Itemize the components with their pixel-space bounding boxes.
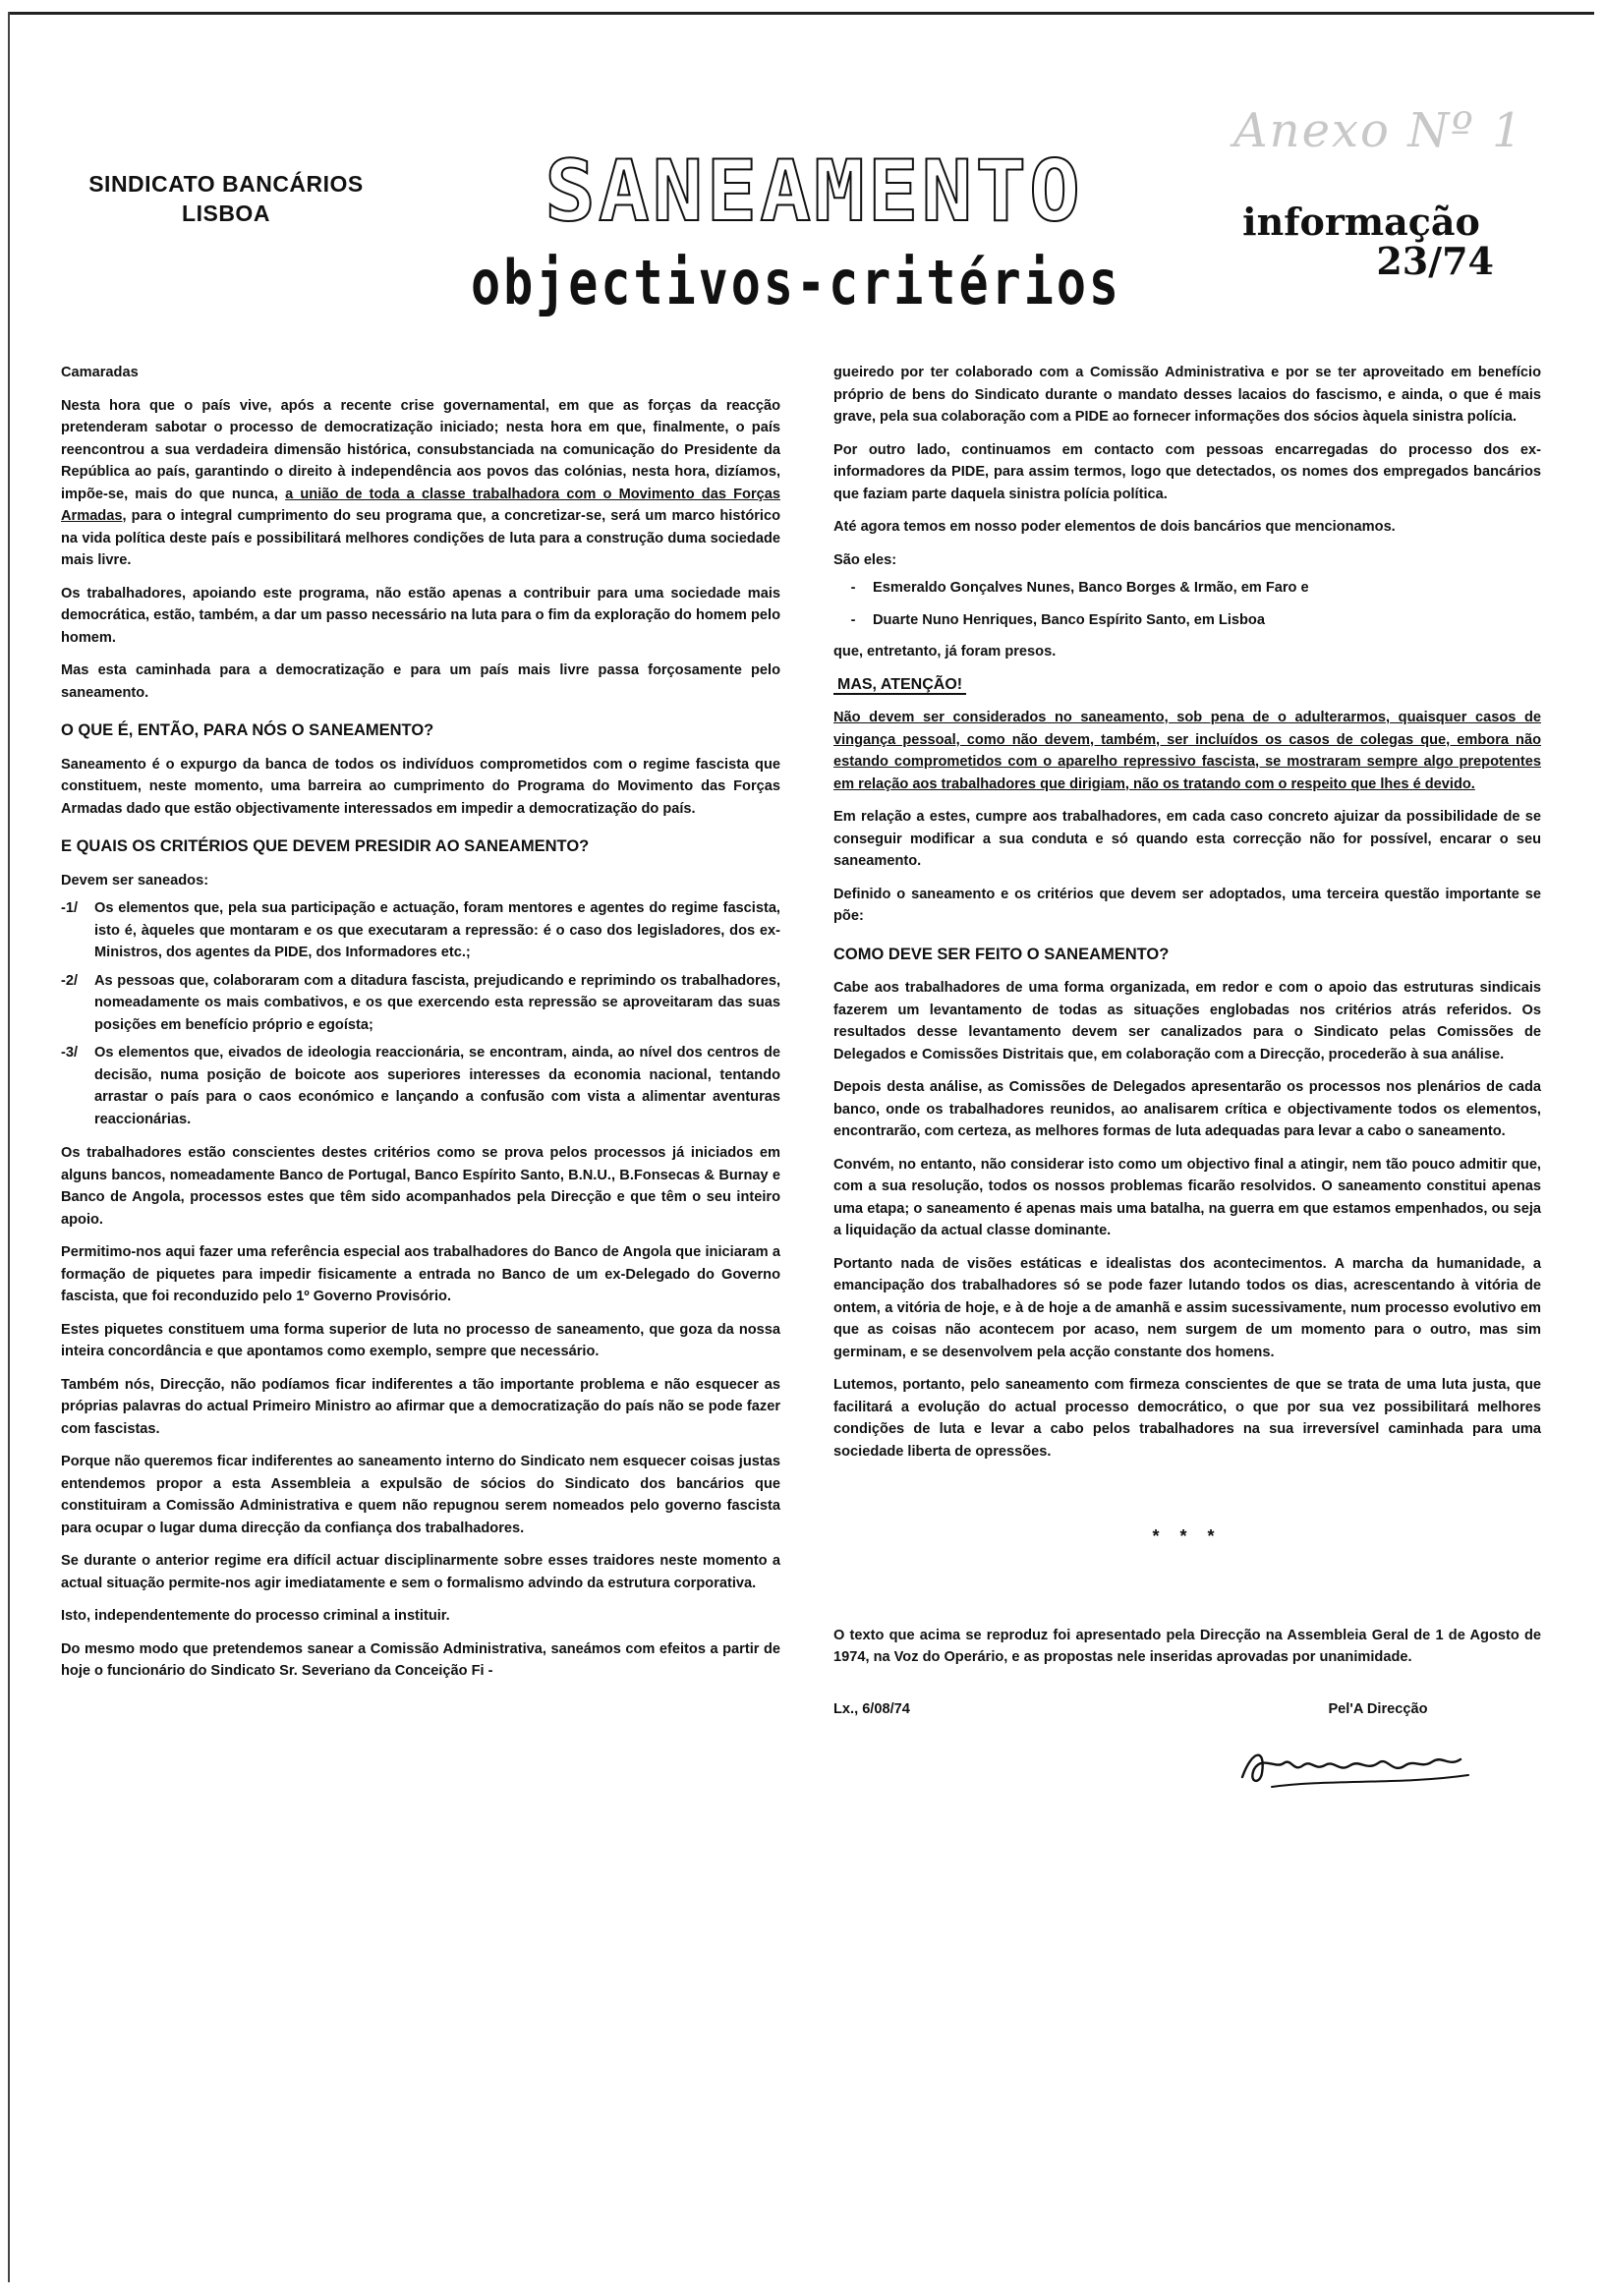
paragraph: Os trabalhadores estão conscientes destes critérios como se prova pelos processos já iniciados em alguns bancos, nomeadamente Banco de Portugal, Banco Espírito Santo, B.N.U., B.Fonsecas & Burnay e Banco de Angola, processos estes que têm sido acompanhados pela Direcção e que têm o seu inteiro apoio. — [61, 1145, 780, 1228]
paragraph — [61, 395, 780, 572]
paragraph: que, entretanto, já foram presos. — [833, 644, 1057, 660]
list-item — [61, 970, 780, 1037]
list-label: São eles: — [833, 551, 897, 568]
handwritten-signature — [1232, 1730, 1488, 1799]
paragraph: Também nós, Direcção, não podíamos ficar indiferentes a tão importante problema e não esquecer as próprias palavras do actual Primeiro Ministro ao afirmar que a democratização do país não se pode fazer com fascistas. — [61, 1376, 780, 1437]
signature-block — [833, 1683, 1541, 1761]
section-separator: * * * — [1152, 1526, 1223, 1546]
underlined-text: a união de toda a classe trabalhadora com o Movimento das Forças Armadas — [61, 486, 780, 524]
page-border-left — [8, 12, 10, 2282]
paragraph: Se durante o anterior regime era difícil actuar disciplinarmente sobre esses traidores neste momento a actual situação permite-nos agir imediatamente e sem o formalismo advindo da estrutura corporativa. — [61, 1553, 780, 1591]
section-heading: E QUAIS OS CRITÉRIOS QUE DEVEM PRESIDIR AO SANEAMENTO? — [61, 837, 590, 855]
list-number: -1/ — [61, 900, 79, 916]
list-dash: - — [850, 611, 856, 628]
list-dash: - — [850, 580, 856, 596]
section-heading: COMO DEVE SER FEITO O SANEAMENTO? — [833, 945, 1170, 963]
document-subtitle: objectivos-critérios — [470, 247, 1122, 318]
list-text: As pessoas que, colaboraram com a ditadura fascista, prejudicando e reprimindo os trabalhadores, nomeadamente os mais combativos, e os que exercendo esta repressão se aproveitaram das suas posições em benefício próprio e egoísta; — [94, 972, 780, 1033]
paragraph: Por outro lado, continuamos em contacto com pessoas encarregadas do processo dos ex-informadores da PIDE, para assim termos, logo que detectados, os nomes dos empregados bancários que faziam parte daquela sinistra polícia política. — [833, 441, 1541, 502]
criteria-list — [61, 897, 780, 1130]
paragraph: Saneamento é o expurgo da banca de todos os indivíduos comprometidos com o regime fascista que constituem, neste momento, uma barreira ao cumprimento do Programa do Movimento das Forças Armadas dado que estão objectivamente interessados em impedir a democratização do país. — [61, 756, 780, 817]
list-text: Os elementos que, eivados de ideologia reaccionária, se encontram, ainda, ao nível dos centros de decisão, numa posição de boicote aos superiores interesses da economia nacional, tentando arrastar o país para o caos económico e lançando a confusão com vista a alimentar aventuras reaccionárias. — [94, 1045, 780, 1127]
union-name-line2: LISBOA — [182, 201, 270, 226]
paragraph: Até agora temos em nosso poder elementos de dois bancários que mencionamos. — [833, 519, 1396, 535]
section-heading: O QUE É, ENTÃO, PARA NÓS O SANEAMENTO? — [61, 721, 434, 739]
paragraph: Os trabalhadores, apoiando este programa, não estão apenas a contribuir para uma sociedade mais democrática, estão, também, a dar um passo necessário na luta para o fim da exploração do homem pelo homem. — [61, 585, 780, 646]
paragraph-text: Nesta hora que o país vive, após a recente crise governamental, em que as forças da reacção pretenderam sabotar o processo de democratização iniciado; nesta hora em que, finalmente, o país reencontrou a sua verdadeira dimensão histórica, consubstanciada na comunicação do Presidente da República ao país, garantindo o direito à independência aos povos das colónias, nesta hora, dizíamos, impõe-se, mais do que nunca, — [61, 397, 780, 502]
warning-heading — [833, 674, 1541, 697]
left-column — [61, 362, 780, 1693]
paragraph: Isto, independentemente do processo criminal a instituir. — [61, 1608, 450, 1624]
paragraph: Depois desta análise, as Comissões de Delegados apresentarão os processos nos plenários de cada banco, onde os trabalhadores reunidos, ao analisarem crítica e objectivamente todos os elementos, encontrarão, com certeza, as melhores formas de luta adequadas para levar a cabo o saneamento. — [833, 1079, 1541, 1139]
paragraph: Definido o saneamento e os critérios que devem ser adoptados, uma terceira questão importante se põe: — [833, 886, 1541, 924]
signed-by: Pel'A Direcção — [1328, 1700, 1428, 1717]
list-item — [833, 577, 1541, 600]
document-title: SANEAMENTO — [544, 143, 1083, 241]
list-text: Esmeraldo Gonçalves Nunes, Banco Borges & Irmão, em Faro e — [873, 580, 1309, 596]
annex-stamp: Anexo Nº 1 — [1233, 103, 1524, 158]
paragraph: Mas esta caminhada para a democratização e para um país mais livre passa forçosamente pelo saneamento. — [61, 662, 780, 701]
paragraph: Cabe aos trabalhadores de uma forma organizada, em redor e com o apoio das estruturas sindicais fazerem um levantamento de todas as situações englobadas nos critérios atrás referidos. Os resultados desse levantamento devem ser canalizados para o Sindicato pelas Comissões de Delegados e Comissões Distritais que, em colaboração com a Direcção, procederão à sua análise. — [833, 980, 1541, 1062]
paragraph: Lutemos, portanto, pelo saneamento com firmeza conscientes de que se trata de uma luta justa, que facilitará a evolução do actual processo democrático, o que por sua vez possibilitará melhores condições de luta e levar a cabo pelos trabalhadores na sua irreversível caminhada para uma sociedade liberta de opressões. — [833, 1377, 1541, 1460]
list-item — [833, 609, 1541, 632]
list-text: Os elementos que, pela sua participação e actuação, foram mentores e agentes do regime fascista, isto é, àqueles que montaram e os que executaram a repressão: é o caso dos legisladores, dos ex-Ministros, dos agentes da PIDE, dos Informadores etc.; — [94, 900, 780, 960]
document-date: Lx., 6/08/74 — [833, 1700, 910, 1717]
list-label: Devem ser saneados: — [61, 872, 209, 889]
paragraph: Estes piquetes constituem uma forma superior de luta no processo de saneamento, que goza da nossa inteira concordância e que apontamos como exemplo, sempre que necessário. — [61, 1321, 780, 1359]
info-number: 23/74 — [1376, 239, 1494, 283]
paragraph: Permitimo-nos aqui fazer uma referência especial aos trabalhadores do Banco de Angola que iniciaram a formação de piquetes para impedir fisicamente a entrada no Banco de um ex-Delegado do Governo fascista, que foi reconduzido pelo 1º Governo Provisório. — [61, 1244, 780, 1304]
list-item — [61, 1042, 780, 1130]
right-column — [833, 362, 1541, 1761]
list-number: -3/ — [61, 1045, 79, 1061]
union-name-line1: SINDICATO BANCÁRIOS — [88, 171, 364, 197]
paragraph-text: , para o integral cumprimento do seu programa que, a concretizar-se, será um marco histórico na vida política deste país e possibilitará melhores condições de luta para a construção duma sociedade mais livre. — [61, 508, 780, 568]
paragraph: Do mesmo modo que pretendemos sanear a Comissão Administrativa, saneámos com efeitos a partir de hoje o funcionário do Sindicato Sr. Severiano da Conceição Fi - — [61, 1640, 780, 1679]
warning-heading-text: MAS, ATENÇÃO! — [833, 676, 966, 695]
paragraph: Porque não queremos ficar indiferentes ao saneamento interno do Sindicato nem esquecer coisas justas entendemos propor a esta Assembleia a expulsão de sócios do Sindicato dos bancários que constituiram a Comissão Administrativa e quem não repugnou serem nomeados pelo governo fascista para ocupar o lugar duma direcção da confiança dos trabalhadores. — [61, 1454, 780, 1536]
info-label: informação — [1242, 200, 1480, 244]
list-item — [61, 897, 780, 964]
paragraph: gueiredo por ter colaborado com a Comissão Administrativa e por se ter aproveitado em benefício próprio de bens do Sindicato durante o mandato desses lacaios do fascismo, e ainda, o que é mais grave, pela sua colaboração com a PIDE ao fornecer informações dos sócios àquela sinistra polícia. — [833, 365, 1541, 425]
greeting: Camaradas — [61, 365, 139, 380]
paragraph: Portanto nada de visões estáticas e idealistas dos acontecimentos. A marcha da humanidade, a emancipação dos trabalhadores só se pode fazer lutando todos os dias, acrescentando à vitória de ontem, a vitória de hoje, e à de hoje a de amanhã e assim sucessivamente, num processo evolutivo em que as coisas não acontecem por acaso, nem surgem de um momento para o outro, mas sim germinam, e se desenvolvem pela acção constante dos homens. — [833, 1255, 1541, 1360]
list-text: Duarte Nuno Henriques, Banco Espírito Santo, em Lisboa — [873, 611, 1265, 628]
closing-note: O texto que acima se reproduz foi apresentado pela Direcção na Assembleia Geral de 1 de Agosto de 1974, na Voz do Operário, e as propostas nele inseridas aprovadas por unanimidade. — [833, 1627, 1541, 1665]
paragraph: Não devem ser considerados no saneamento, sob pena de o adulterarmos, quaisquer casos de vingança pessoal, como não devem, também, ser incluídos os casos de colegas que, embora não estando comprometidos com o aparelho repressivo fascista, se mostraram sempre algo prepotentes em relação aos trabalhadores que dirigiam, não os tratando com o respeito que lhes é devido. — [833, 710, 1541, 792]
page-border-top — [10, 12, 1594, 15]
paragraph: Convém, no entanto, não considerar isto como um objectivo final a atingir, nem tão pouco admitir que, com a sua resolução, todos os nossos problemas ficarão resolvidos. O saneamento constitui apenas uma etapa; o saneamento é apenas mais uma batalha, na guerra em que estamos empenhados, ou seja a liquidação da actual classe dominante. — [833, 1156, 1541, 1238]
union-name — [69, 169, 383, 228]
paragraph: Em relação a estes, cumpre aos trabalhadores, em cada caso concreto ajuizar da possibilidade de se conseguir modificar a sua conduta e só quando esta correcção não for possível, encarar o seu saneamento. — [833, 809, 1541, 869]
list-number: -2/ — [61, 972, 79, 989]
